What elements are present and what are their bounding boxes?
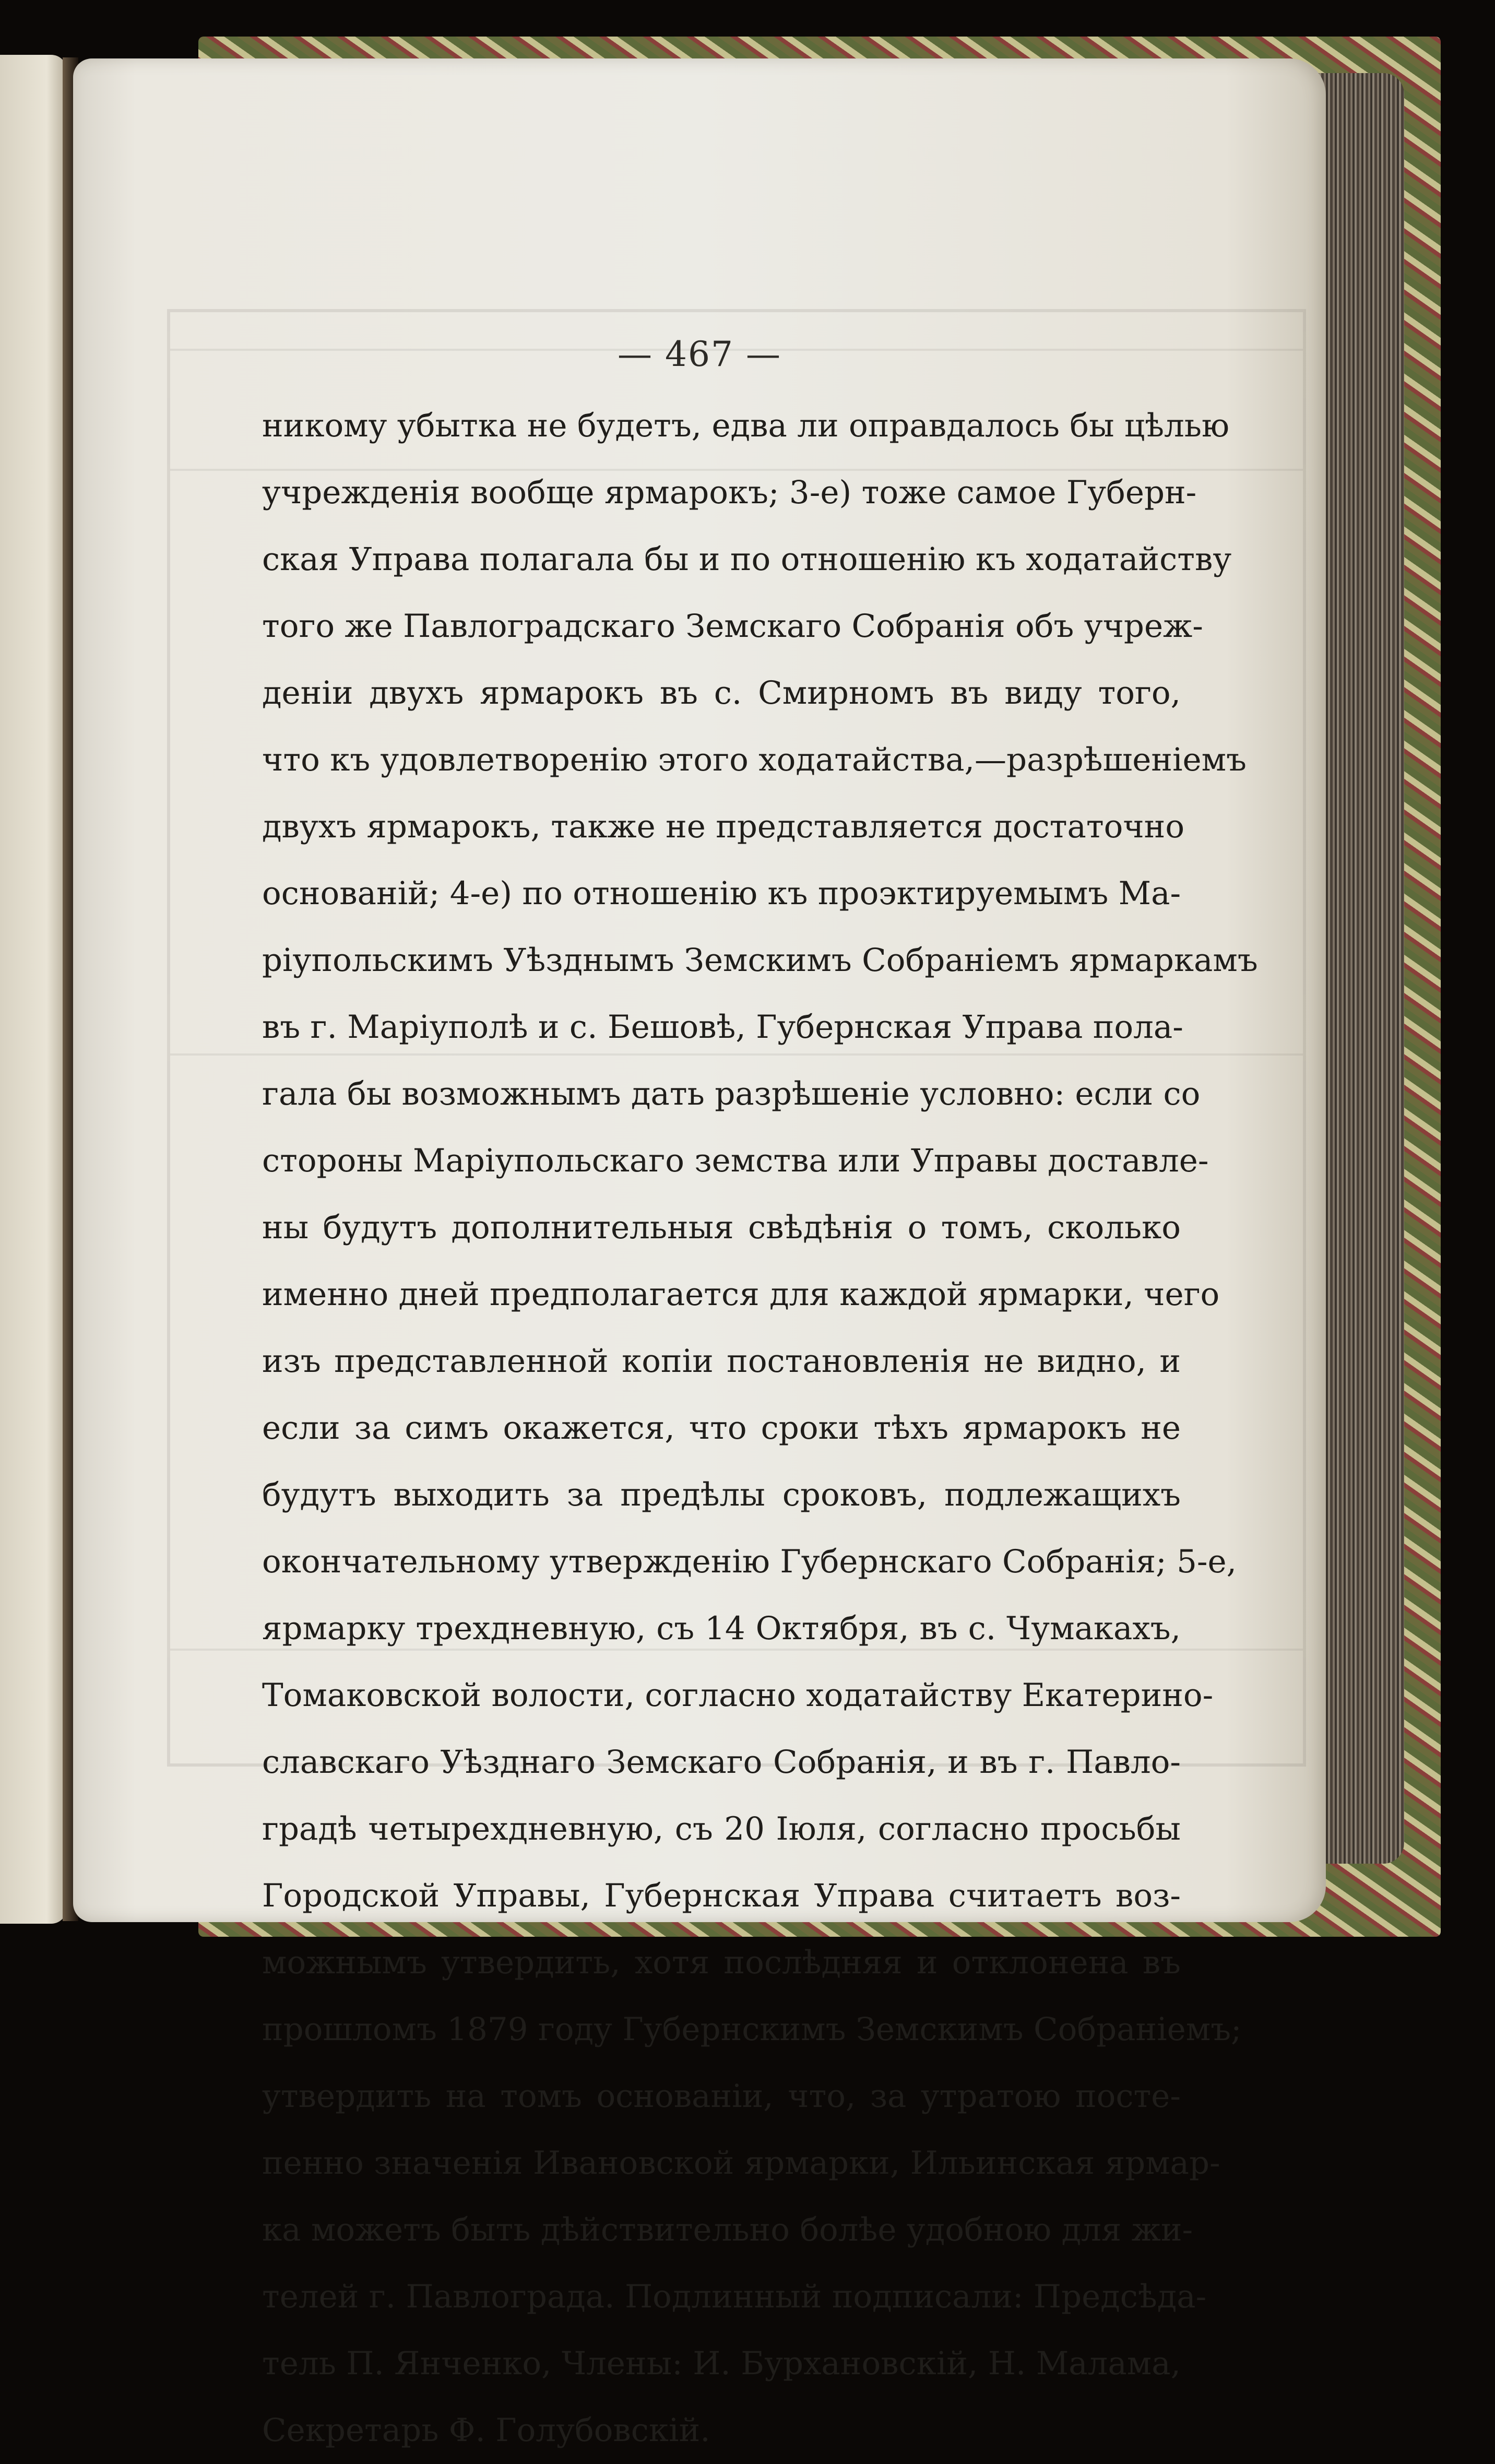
text-line: если за симъ окажется, что сроки тѣхъ ярмарокъ не bbox=[262, 1409, 1181, 1447]
text-line: Городской Управы, Губернская Управа считаетъ воз- bbox=[262, 1877, 1181, 1914]
text-line: деніи двухъ ярмарокъ въ с. Смирномъ въ виду того, bbox=[262, 674, 1181, 712]
text-line: славскаго Уѣзднаго Земскаго Собранія, и въ г. Павло- bbox=[262, 1744, 1181, 1781]
text-line: утвердить на томъ основаніи, что, за утратою посте- bbox=[262, 2078, 1181, 2115]
page-number: — 467 — bbox=[618, 334, 781, 374]
text-line: того же Павлоградскаго Земскаго Собранія объ учреж- bbox=[262, 608, 1203, 645]
text-line: ны будутъ дополнительныя свѣдѣнія о томъ, сколько bbox=[262, 1209, 1181, 1246]
text-line: двухъ ярмарокъ, также не представляется достаточно bbox=[262, 808, 1185, 845]
text-line: изъ представленной копіи постановленія не видно, и bbox=[262, 1343, 1181, 1380]
text-line: ріупольскимъ Уѣзднымъ Земскимъ Собраніемъ ярмаркамъ bbox=[262, 942, 1258, 979]
text-line: ярмарку трехдневную, съ 14 Октября, въ с. Чумакахъ, bbox=[262, 1610, 1181, 1647]
text-line: основаній; 4-е) по отношенію къ проэктируемымъ Ма- bbox=[262, 875, 1181, 912]
text-line: градѣ четырехдневную, съ 20 Іюля, согласно просьбы bbox=[262, 1810, 1181, 1847]
text-line: будутъ выходить за предѣлы сроковъ, подлежащихъ bbox=[262, 1476, 1181, 1513]
text-line: именно дней предполагается для каждой ярмарки, чего bbox=[262, 1276, 1220, 1313]
text-line: учрежденія вообще ярмарокъ; 3-е) тоже самое Губерн- bbox=[262, 474, 1197, 511]
text-line: прошломъ 1879 году Губернскимъ Земскимъ Собраніемъ; bbox=[262, 2011, 1242, 2048]
text-line: окончательному утвержденію Губернскаго Собранія; 5-е, bbox=[262, 1543, 1237, 1580]
text-line: Секретарь Ф. Голубовскій. bbox=[262, 2412, 710, 2449]
text-line: пенно значенія Ивановской ярмарки, Ильинская ярмар- bbox=[262, 2145, 1220, 2182]
text-line: въ г. Маріуполѣ и с. Бешовѣ, Губернская Управа пола- bbox=[262, 1009, 1183, 1046]
text-line: ская Управа полагала бы и по отношенію къ ходатайству bbox=[262, 541, 1232, 578]
text-line: ка можетъ быть дѣйствительно болѣе удобною для жи- bbox=[262, 2211, 1193, 2248]
text-line: никому убытка не будетъ, едва ли оправдалось бы цѣлью bbox=[262, 407, 1230, 444]
text-line: Томаковской волости, согласно ходатайству Екатерино- bbox=[262, 1677, 1214, 1714]
left-page-edge bbox=[0, 55, 67, 1924]
text-line: гала бы возможнымъ дать разрѣшеніе условно: если со bbox=[262, 1075, 1201, 1112]
text-line: можнымъ утвердить, хотя послѣдняя и отклонена въ bbox=[262, 1944, 1181, 1981]
body-text bbox=[262, 393, 1258, 2464]
text-line: тель П. Янченко, Члены: И. Бурхановскій, Н. Малама, bbox=[262, 2345, 1181, 2382]
book-page bbox=[73, 58, 1326, 2449]
text-line: стороны Маріупольскаго земства или Управы доставле- bbox=[262, 1142, 1209, 1179]
text-line: телей г. Павлограда. Подлинный подписали: Предсѣда- bbox=[262, 2278, 1207, 2315]
text-line: что къ удовлетворенію этого ходатайства,—разрѣшеніемъ bbox=[262, 741, 1247, 778]
